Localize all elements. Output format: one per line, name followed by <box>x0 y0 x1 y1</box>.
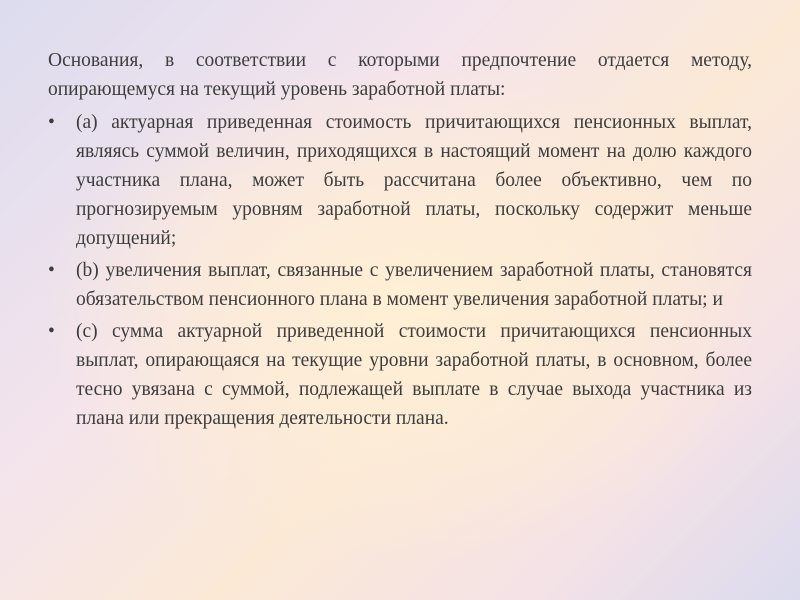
bullet-item-c <box>48 317 752 433</box>
bullet-dot-icon: • <box>48 321 55 342</box>
bullet-text: (a) актуарная приведенная стоимость причитающихся пенсионных выплат, являясь суммой величин, приходящихся в настоящий момент на долю каждого участника плана, может быть рассчитана более объективно, чем по прогнозируемым уровням заработной платы, поскольку содержит меньше допущений; <box>76 112 752 249</box>
bullet-text: (b) увеличения выплат, связанные с увеличением заработной платы, становятся обязательством пенсионного плана в момент увеличения заработной платы; и <box>76 260 752 310</box>
slide-content <box>48 46 752 436</box>
bullet-list <box>48 108 752 433</box>
intro-paragraph: Основания, в соответствии с которыми предпочтение отдается методу, опирающемуся на текущий уровень заработной платы: <box>48 50 752 100</box>
bullet-dot-icon: • <box>48 112 55 133</box>
bullet-item-b <box>48 256 752 314</box>
bullet-dot-icon: • <box>48 260 55 281</box>
bullet-text: (c) сумма актуарной приведенной стоимости причитающихся пенсионных выплат, опирающаяся на текущие уровни заработной платы, в основном, более тесно увязана с суммой, подлежащей выплате в случае выхода участника из плана или прекращения деятельности плана. <box>76 321 752 429</box>
bullet-item-a <box>48 108 752 253</box>
